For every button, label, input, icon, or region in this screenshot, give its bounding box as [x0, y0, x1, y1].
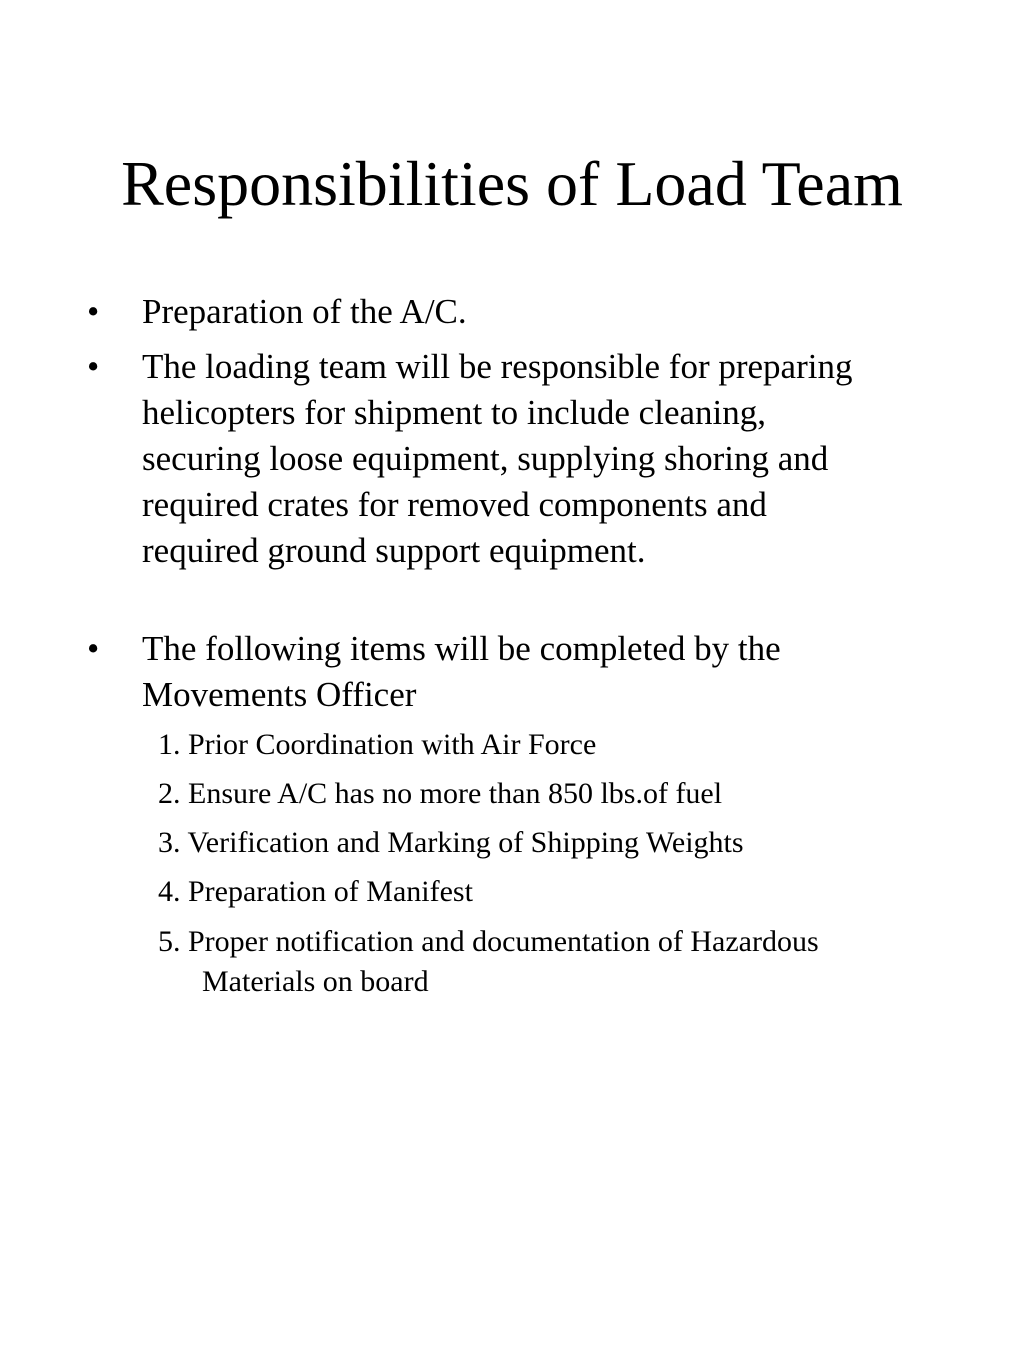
bullet-line: securing loose equipment, supplying shoring and: [142, 439, 829, 478]
bullet-line: required crates for removed components and: [142, 485, 767, 524]
bullet-line: required ground support equipment.: [142, 531, 646, 570]
bullet-line: The following items will be completed by the: [142, 629, 781, 668]
numbered-item-continuation: Materials on board: [202, 965, 429, 998]
bullet-dot-icon: •: [87, 292, 100, 331]
numbered-item: 3. Verification and Marking of Shipping Weights: [158, 826, 744, 859]
bullet-item-loading-team: [87, 344, 942, 574]
bullet-line: Movements Officer: [142, 675, 417, 714]
numbered-item: 5. Proper notification and documentation of Hazardous: [158, 925, 819, 958]
bullet-line: helicopters for shipment to include cleaning,: [142, 393, 766, 432]
slide-title: Responsibilities of Load Team: [121, 148, 903, 219]
bullet-item-movements-officer: [87, 626, 942, 718]
numbered-item: 2. Ensure A/C has no more than 850 lbs.of fuel: [158, 777, 723, 810]
bullet-dot-icon: •: [87, 629, 100, 668]
bullet-dot-icon: •: [87, 347, 100, 386]
bullet-line: The loading team will be responsible for preparing: [142, 347, 853, 386]
bullet-line: Preparation of the A/C.: [142, 292, 467, 331]
bullet-item-preparation: [87, 289, 942, 335]
numbered-item: 4. Preparation of Manifest: [158, 875, 473, 908]
numbered-item: 1. Prior Coordination with Air Force: [158, 728, 597, 761]
